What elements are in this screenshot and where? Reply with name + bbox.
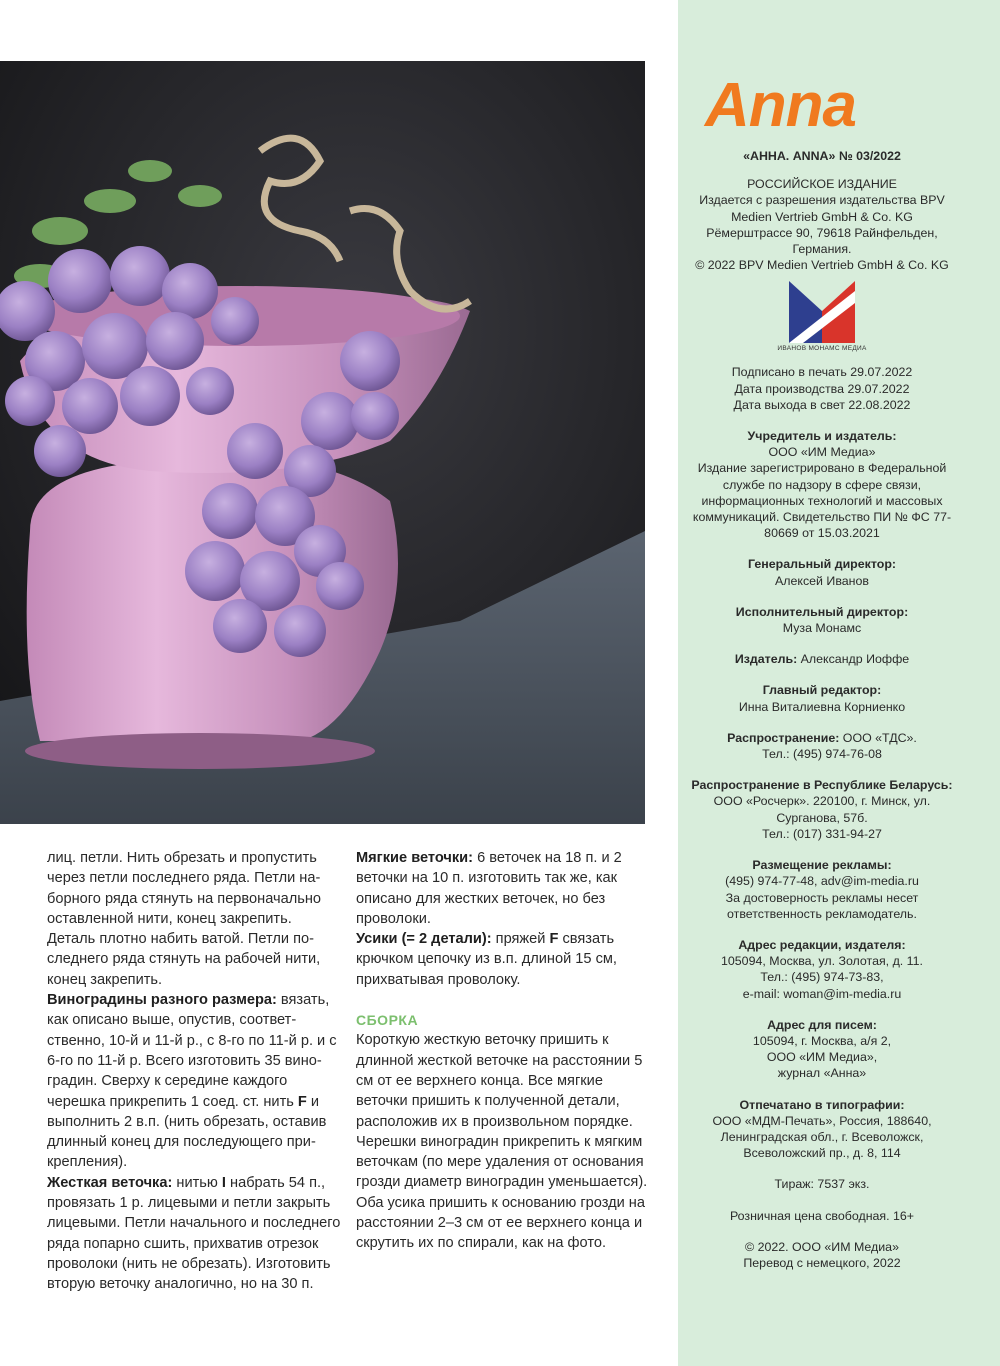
section-heading-assembly: СБОРКА: [356, 1012, 419, 1029]
distribution-block: Распространение: ООО «ТДС». Тел.: (495) 974-76-08: [727, 730, 917, 762]
paragraph-grapes-sizes: Виноградины разного размера: вязать, как описано выше, опустив, соответственно, 10-й и 11-й р., с 8-го по 11-й р. и с 6-го по 11-й р. Всего изготовить 35 виноградин. Сверху к середине каждого черешка прикрепить 1 соед. ст. нить F и выполнить 2 в.п. (нить обрезать, оставив длинный конец для последующего прикрепления).: [47, 992, 337, 1171]
general-director-block: Генеральный директор: Алексей Иванов: [747, 557, 897, 588]
circulation: Тираж: 7537 экз.: [774, 1177, 870, 1192]
run-in-heading: Виноградины разного размера:: [47, 992, 277, 1009]
executive-director-block: Исполнительный директор: Муза Монамс: [735, 604, 909, 636]
advertising-block: Размещение рекламы: (495) 974-77-48, adv@im-media.ru За достоверность рекламы несет ответственность рекламодатель.: [725, 858, 919, 921]
magazine-logo: Anna: [705, 71, 856, 140]
publisher-logo-icon: [789, 281, 855, 343]
office-address-block: Адрес редакции, издателя: 105094, Москва, ул. Золотая, д. 11. Тел.: (495) 974-73-83, e-mail: woman@im-media.ru: [721, 937, 923, 1001]
paragraph-soft-branches: Мягкие веточки: 6 веточек на 18 п. и 2 веточки на 10 п. изготовить так же, как описано для жестких веточек, но без проволоки.: [356, 850, 622, 927]
run-in-heading: Мягкие веточки:: [356, 850, 474, 866]
paragraph-tendrils: Усики (= 2 детали): пряжей F связать крючком цепочку из в.п. длиной 15 см, прихватывая проволоку.: [356, 931, 617, 988]
edition-block: РОССИЙСКОЕ ИЗДАНИЕ Издается с разрешения издательства BPV Medien Vertrieb GmbH & Co. KG Рёмерштрассе 90, 79618 Райнфельден, Германия. © 2022 BPV Medien Vertrieb GmbH & Co. KG: [695, 177, 949, 273]
dates-block: Подписано в печать 29.07.2022 Дата производства 29.07.2022 Дата выхода в свет 22.08.2022: [731, 365, 913, 412]
imprint-text: [684, 148, 960, 1286]
distribution-belarus-block: Распространение в Республике Беларусь: ООО «Росчерк». 220100, г. Минск, ул. Сурганова, 57б. Тел.: (017) 331-94-27: [691, 778, 953, 841]
copyright-block: © 2022. ООО «ИМ Медиа» Перевод с немецкого, 2022: [743, 1239, 901, 1270]
paragraph-assembly: Короткую жесткую веточку пришить к длинной жесткой веточке на расстоянии 5 см от ее верхнего конца. Все мягкие веточки пришить к полученной детали, расположив их в произвольном порядке. Черешки виноградин прикрепить к мягким веточкам (по мере удаления от основания грозди диаметр виноградин уменьшается).: [356, 1032, 648, 1191]
founder-block: Учредитель и издатель: ООО «ИМ Медиа» Издание зарегистрировано в Федеральной службе по надзору в сфере связи, информационных технологий и массовых коммуникаций. Свидетельство ПИ № ФС 77-80669 от 15.03.2021: [692, 429, 952, 541]
photo-knitted-grapes: [0, 61, 645, 824]
publisher-block: Издатель: Александр Иоффе: [734, 652, 910, 667]
run-in-heading: Усики (= 2 детали):: [356, 931, 492, 948]
article-column-right: [356, 848, 651, 1254]
article-column-left: [47, 848, 342, 1295]
mail-address-block: Адрес для писем: 105094, г. Москва, а/я 2, ООО «ИМ Медиа», журнал «Анна»: [752, 1017, 892, 1081]
publisher-logo-caption: ИВАНОВ МОНАМС МЕДИА: [777, 345, 867, 353]
price: Розничная цена свободная. 16+: [729, 1208, 915, 1223]
run-in-heading: Жесткая веточка:: [47, 1174, 173, 1191]
printing-block: Отпечатано в типографии: ООО «МДМ-Печать», Россия, 188640, Ленинградская обл., г. Всеволожск, Всеволожский пр., д. 8, 114: [712, 1097, 932, 1161]
paragraph-assembly-final: Оба усика пришить к основанию грозди на расстоянии 2–3 см от ее верхнего конца и скрутить их по спирали, как на фото.: [356, 1194, 645, 1252]
paragraph: лиц. петли. Нить обрезать и пропустить через петли последнего ряда. Петли наборного ряда стянуть на первоначально оставленной нити, конец закрепить. Деталь плотно набить ватой. Петли последнего ряда стянуть на рабочей нити, конец закрепить.: [47, 850, 322, 988]
issue-line: «АННА. ANNA» № 03/2022: [743, 149, 901, 163]
paragraph-hard-branch: Жесткая веточка: нитью I набрать 54 п., провязать 1 р. лицевыми и петли закрыть лицевыми. Петли начального и последнего ряда попарно сшить, прихватив отрезок проволоки (нить не обрезать). Изготовить вторую веточку аналогично, но на 30 п.: [47, 1174, 341, 1293]
chief-editor-block: Главный редактор: Инна Виталиевна Корниенко: [738, 683, 906, 714]
